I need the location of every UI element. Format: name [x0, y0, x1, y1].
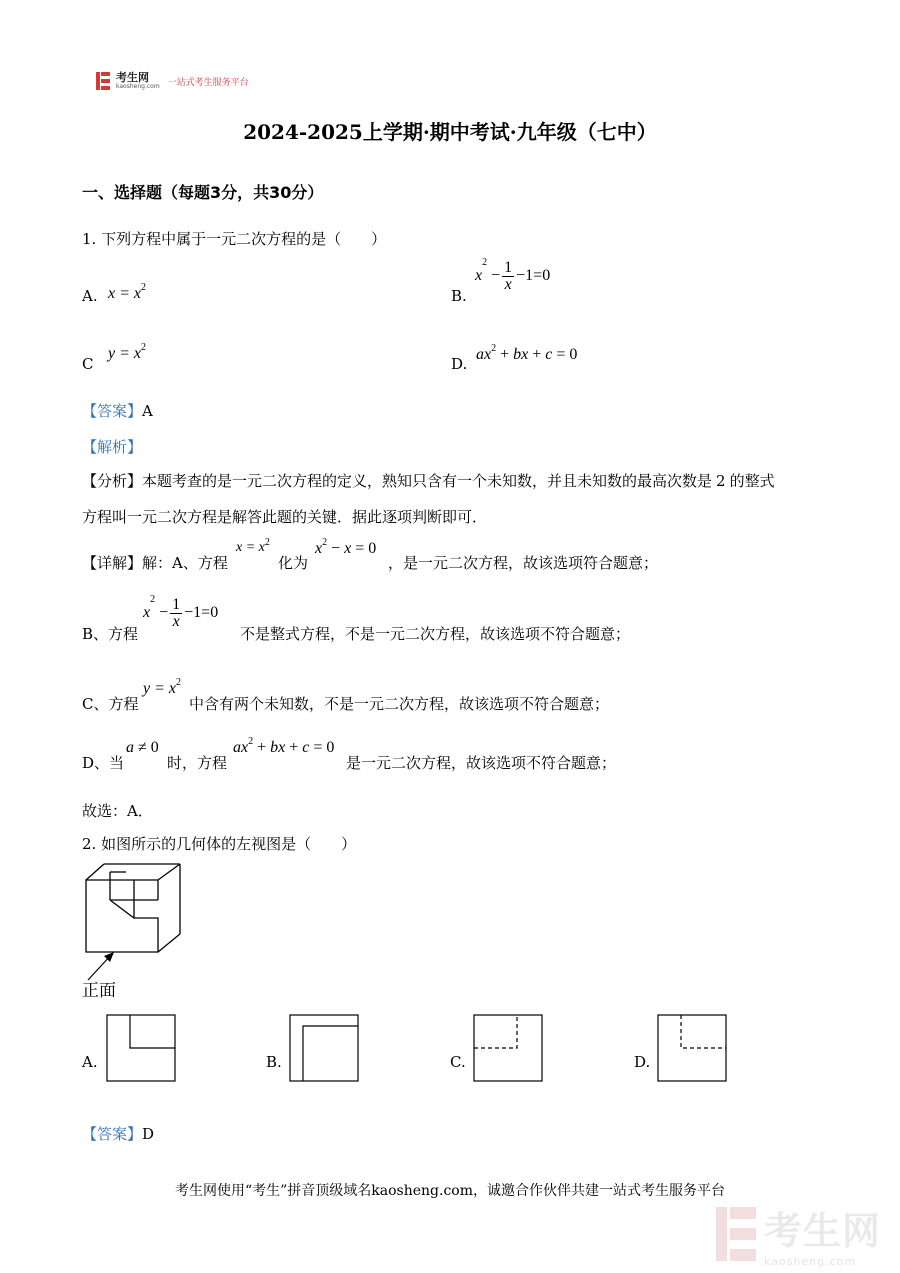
- q1-detail-a: [82, 552, 228, 573]
- logo-slogan: 一站式考生服务平台: [167, 77, 249, 88]
- detail-b-pre: B、方程: [82, 625, 139, 643]
- watermark-logo-icon: [716, 1207, 756, 1261]
- fenxi-text-b: 的整式: [729, 472, 775, 490]
- q2-stem: 2. 如图所示的几何体的左视图是（ ）: [82, 835, 357, 853]
- detail-a-formula1: $x = x^2$: [236, 537, 270, 555]
- fenxi-text-a: 本题考查的是一元二次方程的定义，熟知只含有一个未知数，并且未知数的最高次数是: [142, 472, 713, 490]
- logo-domain: kaosheng.com: [116, 83, 160, 90]
- watermark: [716, 1200, 881, 1268]
- q1-option-c-label: C: [82, 355, 94, 373]
- detail-c-post: 中含有两个未知数，不是一元二次方程，故该选项不符合题意；: [189, 695, 610, 713]
- fenxi-tag: 【分析】: [82, 472, 143, 490]
- detail-a-post: ，是一元二次方程，故该选项符合题意；: [388, 554, 659, 572]
- q1-option-a-label: A.: [82, 287, 98, 305]
- header-logo: [96, 72, 249, 90]
- footer-text: 考生网使用“考生”拼音顶级域名kaosheng.com，诚邀合作伙伴共建一站式考生服务平台: [174, 1183, 726, 1199]
- q2-option-c-label: C.: [450, 1053, 466, 1071]
- q1-answer: [82, 400, 153, 421]
- watermark-domain: kaosheng.com: [764, 1255, 857, 1268]
- detail-a-pre: 解：A、方程: [142, 554, 228, 572]
- fenxi-number: 2: [716, 472, 726, 490]
- q2-option-d-label: D.: [634, 1053, 651, 1071]
- q2-option-a-label: A.: [82, 1053, 98, 1071]
- answer-value: A: [142, 402, 153, 420]
- detail-c-pre: C、方程: [82, 695, 139, 713]
- detail-a-formula2: $x^2 - x = 0$: [315, 537, 377, 557]
- q1-option-c-formula: $y = x^2$: [108, 342, 146, 362]
- q2-option-d-view: [657, 1014, 727, 1082]
- conclusion-value: A．: [127, 802, 153, 820]
- q1-option-b-formula: $x^2$ − $\frac{1}{x}$ −1=0: [475, 257, 551, 293]
- detail-d-mid: 时，方程: [167, 754, 228, 772]
- q2-option-b-view: [289, 1014, 359, 1082]
- conclusion-pre: 故选：: [82, 802, 128, 820]
- detail-c-formula: $y = x^2$: [143, 677, 181, 697]
- detail-d-post: 是一元二次方程，故该选项不符合题意；: [346, 754, 617, 772]
- q1-option-d-formula: $ax^2$ + bx + c = 0: [476, 343, 578, 363]
- detail-b-post: 不是整式方程，不是一元二次方程，故该选项不符合题意；: [240, 625, 631, 643]
- q2-option-b-label: B.: [266, 1053, 282, 1071]
- answer-value: D: [142, 1125, 155, 1143]
- detail-d-formula: $ax^2$ + bx + c = 0: [233, 736, 335, 756]
- q1-option-a-formula: $x = x^2$: [108, 282, 146, 302]
- detail-d-cond: a ≠ 0: [126, 739, 159, 756]
- answer-tag: 【答案】: [82, 1125, 143, 1143]
- detail-b-formula: $x^2$ − $\frac{1}{x}$ −1=0: [143, 594, 219, 630]
- page-title: 2024-2025上学期·期中考试·九年级（七中）: [243, 120, 657, 144]
- q2-option-a-view: [106, 1014, 176, 1082]
- detail-a-mid: 化为: [278, 554, 309, 572]
- q1-stem: 1. 下列方程中属于一元二次方程的是（ ）: [82, 230, 387, 248]
- section-heading: 一、选择题（每题3分，共30分）: [82, 183, 324, 202]
- logo-name: 考生网: [116, 71, 149, 84]
- answer-tag: 【答案】: [82, 402, 143, 420]
- front-label: 正面: [82, 981, 116, 1001]
- q1-fenxi-line1: [82, 470, 775, 491]
- kaosheng-logo-icon: [96, 72, 110, 90]
- q2-option-c-view: [473, 1014, 543, 1082]
- q1-analysis-tag: 【解析】: [82, 438, 143, 456]
- q1-fenxi-line2: 方程叫一元二次方程是解答此题的关键．据此逐项判断即可．: [82, 508, 488, 526]
- detail-tag: 【详解】: [82, 554, 143, 572]
- watermark-name: 考生网: [764, 1209, 882, 1253]
- q2-answer: [82, 1123, 154, 1144]
- detail-d-pre: D、当: [82, 754, 125, 772]
- q1-option-b-label: B.: [451, 287, 467, 305]
- q1-conclusion: [82, 800, 153, 821]
- q1-option-d-label: D.: [451, 355, 468, 373]
